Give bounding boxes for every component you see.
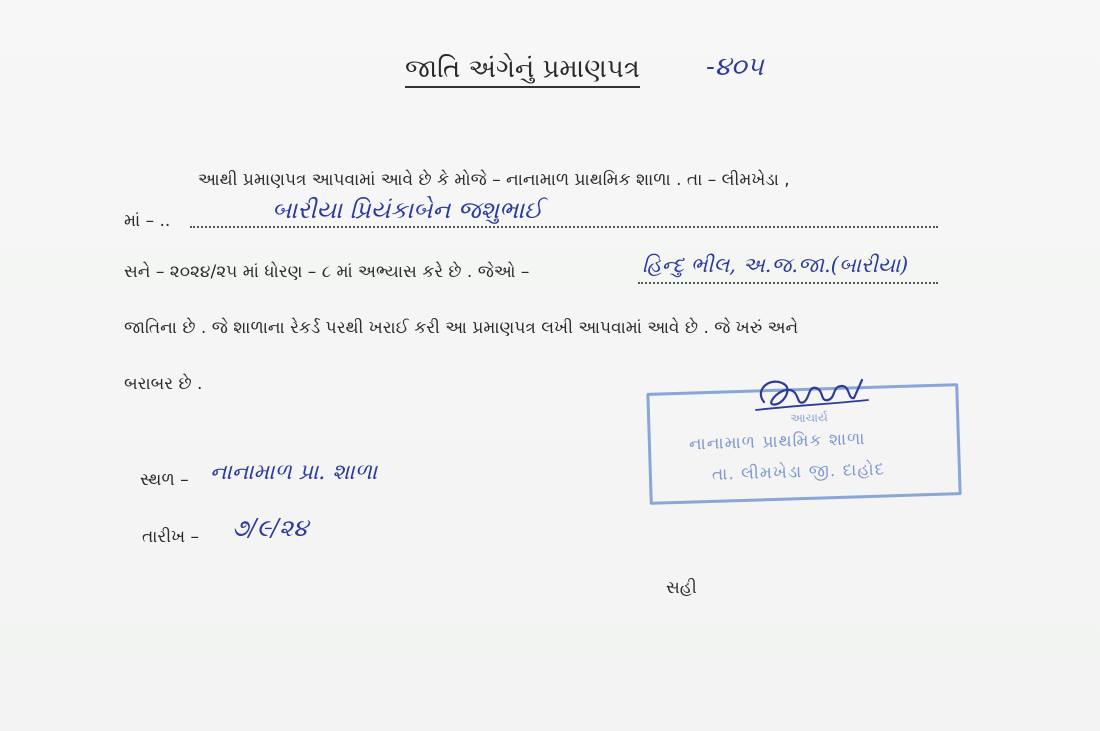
certificate-line-5: બરાબર છે . xyxy=(124,374,203,394)
place-label: સ્થળ – xyxy=(140,470,189,490)
caste-handwritten: હિન્દુ ભીલ, અ.જ.જા.(બારીયા) xyxy=(642,253,909,277)
name-fill-line xyxy=(190,226,938,228)
stamp-school-name: નાનામાળ પ્રાથમિક શાળા xyxy=(688,429,866,455)
date-handwritten: ૭/૯/૨૪ xyxy=(232,514,309,542)
certificate-line-1: આથી પ્રમાણપત્ર આપવામાં આવે છે કે મોજે – નાનામાળ પ્રાથમિક શાળા . તા – લીમખેડા , xyxy=(198,170,790,190)
stamp-address: તા. લીમખેડા જી. દાહોદ xyxy=(711,459,886,485)
student-name-handwritten: બારીયા પ્રિયંકાબેન જશુભાઈ xyxy=(272,196,543,224)
stamp-designation: આચાર્ય xyxy=(789,410,829,426)
certificate-line-3-prefix: સને – ૨૦૨૪/૨૫ માં ધોરણ – ૮ માં અભ્યાસ કરે છે . જેઓ – xyxy=(124,262,530,282)
date-label: તારીખ – xyxy=(142,527,199,547)
certificate-title: જાતિ અંગેનું પ્રમાણપત્ર xyxy=(405,54,640,88)
caste-fill-line xyxy=(638,282,938,284)
signature-label: સહી xyxy=(666,578,697,598)
certificate-line-2-prefix: માં – .. xyxy=(124,211,171,231)
principal-signature xyxy=(750,372,880,422)
certificate-number: -૪૦૫ xyxy=(706,52,764,82)
certificate-line-4: જાતિના છે . જે શાળાના રેકર્ડ પરથી ખરાઈ કરી આ પ્રમાણપત્ર લખી આપવામાં આવે છે . જે ખરું અને xyxy=(124,318,799,338)
place-handwritten: નાનામાળ પ્રા. શાળા xyxy=(210,460,378,485)
